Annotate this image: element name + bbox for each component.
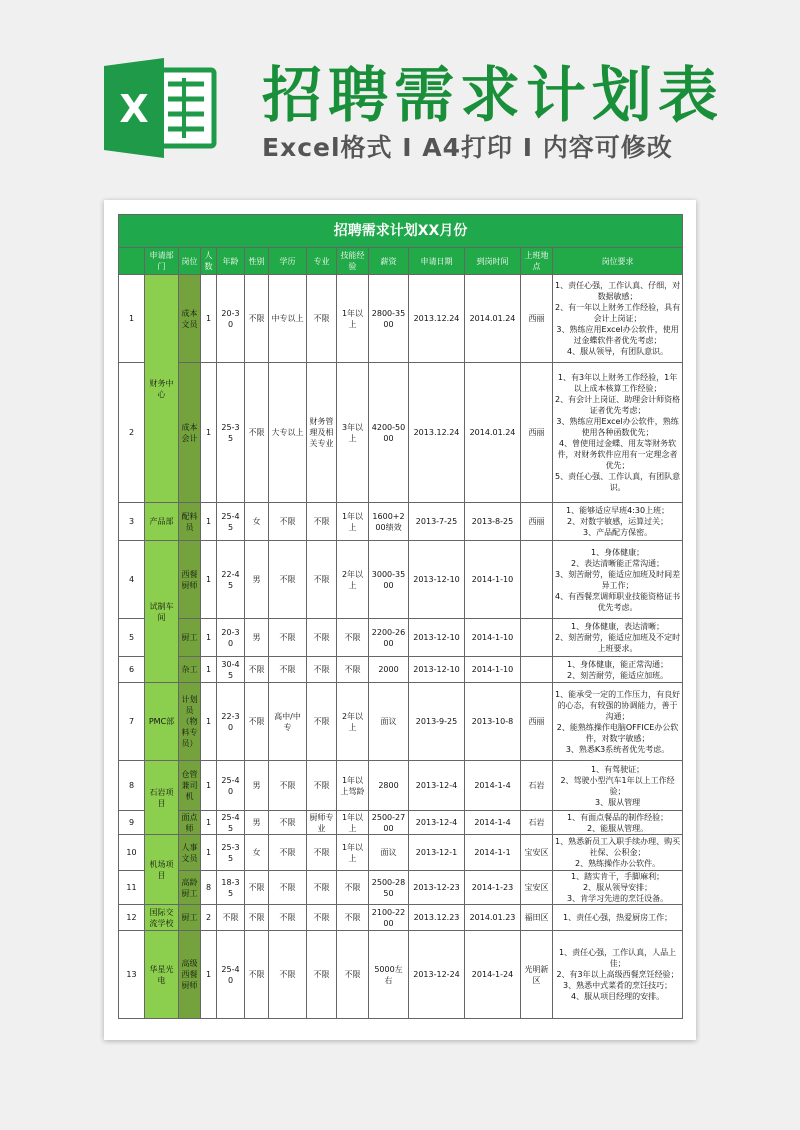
requirement-line: 1、身体健康； bbox=[591, 547, 645, 557]
department-cell: 财务中心 bbox=[145, 275, 179, 503]
location-cell bbox=[521, 619, 553, 657]
department-cell: 机场项目 bbox=[145, 835, 179, 905]
salary-cell: 面议 bbox=[369, 835, 409, 871]
age-cell: 25-40 bbox=[217, 761, 245, 811]
excel-logo-icon bbox=[102, 58, 218, 158]
recruitment-table bbox=[118, 214, 683, 1019]
skill-cell: 1年以上 bbox=[337, 811, 369, 835]
age-cell: 25-45 bbox=[217, 503, 245, 541]
location-cell: 宝安区 bbox=[521, 835, 553, 871]
edu-cell: 中专以上 bbox=[269, 275, 307, 363]
logo-letter: X bbox=[119, 87, 149, 131]
age-cell: 20-30 bbox=[217, 619, 245, 657]
requirement-line: 2、对数字敏感，运算过关； bbox=[567, 517, 669, 526]
requirement-line: 3、熟练应用Excel办公软件，使用过金蝶软件者优先考虑； bbox=[556, 325, 679, 345]
gender-cell: 不限 bbox=[245, 905, 269, 931]
location-cell: 西丽 bbox=[521, 503, 553, 541]
gender-cell: 不限 bbox=[245, 363, 269, 503]
column-header: 到岗时间 bbox=[465, 248, 521, 275]
requirement-line: 1、身体健康，表达清晰； bbox=[571, 622, 665, 631]
row-number: 4 bbox=[119, 541, 145, 619]
edu-cell: 不限 bbox=[269, 905, 307, 931]
position-cell: 高级西餐厨师 bbox=[179, 931, 201, 1019]
table-row bbox=[119, 657, 683, 683]
table-row bbox=[119, 811, 683, 835]
table-row bbox=[119, 503, 683, 541]
row-number: 11 bbox=[119, 871, 145, 905]
requirements-cell bbox=[553, 811, 683, 835]
position-cell: 人事文员 bbox=[179, 835, 201, 871]
age-cell: 30-45 bbox=[217, 657, 245, 683]
column-header: 申请部门 bbox=[145, 248, 179, 275]
requirements-cell bbox=[553, 503, 683, 541]
page-subtitle: Excel格式 I A4打印 I 内容可修改 bbox=[262, 133, 673, 162]
requirements-cell bbox=[553, 541, 683, 619]
count-cell: 8 bbox=[201, 871, 217, 905]
column-header: 性别 bbox=[245, 248, 269, 275]
position-cell: 面点师 bbox=[179, 811, 201, 835]
column-header: 技能经验 bbox=[337, 248, 369, 275]
position-cell: 高龄厨工 bbox=[179, 871, 201, 905]
requirements-cell bbox=[553, 905, 683, 931]
major-cell: 厨师专业 bbox=[307, 811, 337, 835]
row-number: 6 bbox=[119, 657, 145, 683]
location-cell: 光明新区 bbox=[521, 931, 553, 1019]
requirement-line: 4、有西餐烹调师职业技能资格证书优先考虑。 bbox=[555, 591, 681, 612]
location-cell: 宝安区 bbox=[521, 871, 553, 905]
edu-cell: 不限 bbox=[269, 541, 307, 619]
table-row bbox=[119, 931, 683, 1019]
arrive-cell: 2014-1-10 bbox=[465, 657, 521, 683]
requirement-line: 2、表达清晰能正常沟通； bbox=[571, 558, 665, 568]
requirements-cell bbox=[553, 931, 683, 1019]
salary-cell: 面议 bbox=[369, 683, 409, 761]
edu-cell: 不限 bbox=[269, 811, 307, 835]
count-cell: 1 bbox=[201, 503, 217, 541]
edu-cell: 不限 bbox=[269, 503, 307, 541]
skill-cell: 1年以上驾龄 bbox=[337, 761, 369, 811]
major-cell: 财务管理及相关专业 bbox=[307, 363, 337, 503]
skill-cell: 1年以上 bbox=[337, 835, 369, 871]
salary-cell: 3000-3500 bbox=[369, 541, 409, 619]
skill-cell: 不限 bbox=[337, 931, 369, 1019]
requirement-line: 1、责任心强，工作认真、仔细，对数据敏感； bbox=[555, 281, 681, 301]
skill-cell: 不限 bbox=[337, 657, 369, 683]
age-cell: 22-30 bbox=[217, 683, 245, 761]
table-row bbox=[119, 871, 683, 905]
arrive-cell: 2013-10-8 bbox=[465, 683, 521, 761]
skill-cell: 2年以上 bbox=[337, 683, 369, 761]
salary-cell: 2500-2850 bbox=[369, 871, 409, 905]
age-cell: 25-40 bbox=[217, 931, 245, 1019]
position-cell: 厨工 bbox=[179, 619, 201, 657]
position-cell: 杂工 bbox=[179, 657, 201, 683]
column-header: 上班地点 bbox=[521, 248, 553, 275]
major-cell: 不限 bbox=[307, 541, 337, 619]
edu-cell: 不限 bbox=[269, 835, 307, 871]
requirement-line: 2、能服从管理。 bbox=[587, 823, 649, 833]
requirements-cell bbox=[553, 619, 683, 657]
requirement-line: 3、产品配方保密。 bbox=[583, 528, 653, 537]
requirement-line: 3、刻苦耐劳，能适应加班及时间差异工作； bbox=[555, 569, 681, 590]
column-header: 申请日期 bbox=[409, 248, 465, 275]
apply-cell: 2013-12-10 bbox=[409, 657, 465, 683]
row-number: 10 bbox=[119, 835, 145, 871]
requirement-line: 4、服从领导，有团队意识。 bbox=[567, 347, 669, 356]
column-header bbox=[119, 248, 145, 275]
edu-cell: 高中/中专 bbox=[269, 683, 307, 761]
table-row bbox=[119, 619, 683, 657]
requirement-line: 4、曾使用过金蝶、用友等财务软件，对财务软件应用有一定理念者优先； bbox=[557, 439, 678, 470]
row-number: 7 bbox=[119, 683, 145, 761]
row-number: 8 bbox=[119, 761, 145, 811]
apply-cell: 2013.12.24 bbox=[409, 275, 465, 363]
salary-cell: 5000左右 bbox=[369, 931, 409, 1019]
major-cell: 不限 bbox=[307, 503, 337, 541]
row-number: 1 bbox=[119, 275, 145, 363]
edu-cell: 不限 bbox=[269, 619, 307, 657]
department-cell: PMC部 bbox=[145, 683, 179, 761]
department-cell: 华星光电 bbox=[145, 931, 179, 1019]
edu-cell: 不限 bbox=[269, 761, 307, 811]
apply-cell: 2013-12-23 bbox=[409, 871, 465, 905]
column-header: 岗位要求 bbox=[553, 248, 683, 275]
table-header-row bbox=[119, 248, 683, 275]
salary-cell: 4200-5000 bbox=[369, 363, 409, 503]
arrive-cell: 2014-1-4 bbox=[465, 761, 521, 811]
age-cell: 18-35 bbox=[217, 871, 245, 905]
edu-cell: 不限 bbox=[269, 871, 307, 905]
gender-cell: 不限 bbox=[245, 657, 269, 683]
apply-cell: 2013-12-1 bbox=[409, 835, 465, 871]
position-cell: 西餐厨师 bbox=[179, 541, 201, 619]
requirements-cell bbox=[553, 835, 683, 871]
count-cell: 1 bbox=[201, 275, 217, 363]
age-cell: 20-30 bbox=[217, 275, 245, 363]
table-row bbox=[119, 275, 683, 363]
requirements-cell bbox=[553, 871, 683, 905]
count-cell: 1 bbox=[201, 363, 217, 503]
gender-cell: 男 bbox=[245, 541, 269, 619]
table-row bbox=[119, 835, 683, 871]
position-cell: 成本文员 bbox=[179, 275, 201, 363]
requirement-line: 1、能承受一定的工作压力，有良好的心态，有较强的协调能力，善于沟通； bbox=[555, 689, 681, 721]
requirement-line: 1、有面点餐品的制作经验； bbox=[567, 812, 669, 822]
column-header: 专业 bbox=[307, 248, 337, 275]
row-number: 3 bbox=[119, 503, 145, 541]
column-header: 学历 bbox=[269, 248, 307, 275]
gender-cell: 不限 bbox=[245, 275, 269, 363]
column-header: 人数 bbox=[201, 248, 217, 275]
gender-cell: 男 bbox=[245, 619, 269, 657]
salary-cell: 1600+200绩效 bbox=[369, 503, 409, 541]
edu-cell: 不限 bbox=[269, 931, 307, 1019]
major-cell: 不限 bbox=[307, 657, 337, 683]
table-row bbox=[119, 761, 683, 811]
table-row bbox=[119, 683, 683, 761]
count-cell: 1 bbox=[201, 835, 217, 871]
requirement-line: 1、踏实肯干，手脚麻利； bbox=[571, 872, 665, 881]
count-cell: 1 bbox=[201, 657, 217, 683]
apply-cell: 2013-12-10 bbox=[409, 619, 465, 657]
requirement-line: 2、有会计上岗证、助理会计师资格证者优先考虑； bbox=[555, 395, 681, 415]
location-cell: 西丽 bbox=[521, 683, 553, 761]
salary-cell: 2000 bbox=[369, 657, 409, 683]
requirement-line: 3、服从管理 bbox=[595, 797, 641, 807]
major-cell: 不限 bbox=[307, 761, 337, 811]
apply-cell: 2013-7-25 bbox=[409, 503, 465, 541]
requirement-line: 2、有一年以上财务工作经验，具有会计上岗证； bbox=[555, 303, 681, 323]
skill-cell: 2年以上 bbox=[337, 541, 369, 619]
skill-cell: 不限 bbox=[337, 871, 369, 905]
requirement-line: 1、熟悉新员工入职手续办理、购买社保、公积金； bbox=[555, 837, 681, 857]
age-cell: 25-45 bbox=[217, 811, 245, 835]
count-cell: 1 bbox=[201, 683, 217, 761]
salary-cell: 2100-2200 bbox=[369, 905, 409, 931]
requirements-cell bbox=[553, 275, 683, 363]
requirement-line: 2、熟练操作办公软件。 bbox=[575, 859, 661, 868]
arrive-cell: 2014-1-4 bbox=[465, 811, 521, 835]
spreadsheet-sheet bbox=[104, 200, 696, 1040]
major-cell: 不限 bbox=[307, 905, 337, 931]
row-number: 5 bbox=[119, 619, 145, 657]
location-cell: 西丽 bbox=[521, 275, 553, 363]
skill-cell: 不限 bbox=[337, 619, 369, 657]
skill-cell: 1年以上 bbox=[337, 275, 369, 363]
arrive-cell: 2014.01.23 bbox=[465, 905, 521, 931]
apply-cell: 2013.12.24 bbox=[409, 363, 465, 503]
requirement-line: 2、有3年以上高级西餐烹饪经验； bbox=[556, 970, 679, 979]
count-cell: 2 bbox=[201, 905, 217, 931]
department-cell: 试制车间 bbox=[145, 541, 179, 683]
age-cell: 不限 bbox=[217, 905, 245, 931]
department-cell: 产品部 bbox=[145, 503, 179, 541]
requirements-cell bbox=[553, 761, 683, 811]
arrive-cell: 2014-1-23 bbox=[465, 871, 521, 905]
count-cell: 1 bbox=[201, 761, 217, 811]
row-number: 13 bbox=[119, 931, 145, 1019]
requirements-cell bbox=[553, 363, 683, 503]
requirements-cell bbox=[553, 683, 683, 761]
department-cell: 石岩项目 bbox=[145, 761, 179, 835]
skill-cell: 1年以上 bbox=[337, 503, 369, 541]
major-cell: 不限 bbox=[307, 931, 337, 1019]
arrive-cell: 2014-1-24 bbox=[465, 931, 521, 1019]
row-number: 9 bbox=[119, 811, 145, 835]
gender-cell: 不限 bbox=[245, 931, 269, 1019]
position-cell: 计划员（物料专员） bbox=[179, 683, 201, 761]
apply-cell: 2013-12-4 bbox=[409, 761, 465, 811]
arrive-cell: 2014-1-10 bbox=[465, 541, 521, 619]
position-cell: 厨工 bbox=[179, 905, 201, 931]
major-cell: 不限 bbox=[307, 275, 337, 363]
salary-cell: 2800-3500 bbox=[369, 275, 409, 363]
requirement-line: 1、有3年以上财务工作经验，1年以上成本核算工作经验； bbox=[557, 373, 678, 393]
requirement-line: 1、有驾驶证； bbox=[591, 764, 645, 774]
requirement-line: 3、熟悉K3系统者优先考虑。 bbox=[565, 744, 670, 754]
apply-cell: 2013.12.23 bbox=[409, 905, 465, 931]
gender-cell: 不限 bbox=[245, 683, 269, 761]
salary-cell: 2200-2600 bbox=[369, 619, 409, 657]
location-cell bbox=[521, 541, 553, 619]
major-cell: 不限 bbox=[307, 619, 337, 657]
gender-cell: 男 bbox=[245, 811, 269, 835]
count-cell: 1 bbox=[201, 931, 217, 1019]
apply-cell: 2013-12-4 bbox=[409, 811, 465, 835]
edu-cell: 不限 bbox=[269, 657, 307, 683]
location-cell: 西丽 bbox=[521, 363, 553, 503]
requirement-line: 1、责任心强，工作认真，人品上佳； bbox=[559, 948, 677, 968]
arrive-cell: 2014.01.24 bbox=[465, 275, 521, 363]
position-cell: 配料员 bbox=[179, 503, 201, 541]
age-cell: 25-35 bbox=[217, 835, 245, 871]
gender-cell: 不限 bbox=[245, 871, 269, 905]
count-cell: 1 bbox=[201, 811, 217, 835]
column-header: 薪资 bbox=[369, 248, 409, 275]
department-cell: 国际交流学校 bbox=[145, 905, 179, 931]
location-cell: 石岩 bbox=[521, 761, 553, 811]
column-header: 岗位 bbox=[179, 248, 201, 275]
arrive-cell: 2014-1-10 bbox=[465, 619, 521, 657]
requirement-line: 1、能够适应早班4:30上班； bbox=[566, 506, 670, 515]
edu-cell: 大专以上 bbox=[269, 363, 307, 503]
location-cell: 福田区 bbox=[521, 905, 553, 931]
requirement-line: 3、肯学习先进的烹饪设备。 bbox=[567, 894, 669, 903]
table-row bbox=[119, 905, 683, 931]
table-body bbox=[119, 275, 683, 1019]
count-cell: 1 bbox=[201, 541, 217, 619]
location-cell: 石岩 bbox=[521, 811, 553, 835]
requirements-cell bbox=[553, 657, 683, 683]
apply-cell: 2013-9-25 bbox=[409, 683, 465, 761]
count-cell: 1 bbox=[201, 619, 217, 657]
requirement-line: 1、责任心强，热爱厨房工作； bbox=[563, 913, 673, 922]
requirement-line: 4、服从项目经理的安排。 bbox=[571, 992, 665, 1001]
requirement-line: 2、能熟练操作电脑OFFICE办公软件，对数字敏感； bbox=[556, 722, 679, 743]
requirement-line: 3、熟悉中式菜肴的烹饪技巧； bbox=[563, 981, 673, 990]
major-cell: 不限 bbox=[307, 871, 337, 905]
row-number: 12 bbox=[119, 905, 145, 931]
table-title: 招聘需求计划XX月份 bbox=[119, 215, 683, 248]
apply-cell: 2013-12-10 bbox=[409, 541, 465, 619]
requirement-line: 2、驾驶小型汽车1年以上工作经验； bbox=[560, 775, 675, 796]
age-cell: 22-45 bbox=[217, 541, 245, 619]
age-cell: 25-35 bbox=[217, 363, 245, 503]
requirement-line: 2、刻苦耐劳，能适应加班及不定时上班要求。 bbox=[555, 633, 681, 653]
page-title: 招聘需求计划表 bbox=[262, 61, 724, 131]
arrive-cell: 2014-1-1 bbox=[465, 835, 521, 871]
position-cell: 仓管兼司机 bbox=[179, 761, 201, 811]
arrive-cell: 2013-8-25 bbox=[465, 503, 521, 541]
major-cell: 不限 bbox=[307, 683, 337, 761]
requirement-line: 2、服从领导安排； bbox=[583, 883, 653, 892]
table-row bbox=[119, 541, 683, 619]
table-row bbox=[119, 363, 683, 503]
gender-cell: 女 bbox=[245, 835, 269, 871]
salary-cell: 2800 bbox=[369, 761, 409, 811]
position-cell: 成本会计 bbox=[179, 363, 201, 503]
column-header: 年龄 bbox=[217, 248, 245, 275]
apply-cell: 2013-12-24 bbox=[409, 931, 465, 1019]
requirement-line: 3、熟练应用Excel办公软件，熟练使用各种函数优先； bbox=[556, 417, 679, 437]
skill-cell: 不限 bbox=[337, 905, 369, 931]
location-cell bbox=[521, 657, 553, 683]
major-cell: 不限 bbox=[307, 835, 337, 871]
page-header bbox=[0, 0, 800, 190]
requirement-line: 5、责任心强、工作认真，有团队意识。 bbox=[555, 472, 681, 492]
requirement-line: 2、刻苦耐劳，能适应加班。 bbox=[567, 670, 669, 680]
gender-cell: 女 bbox=[245, 503, 269, 541]
skill-cell: 3年以上 bbox=[337, 363, 369, 503]
row-number: 2 bbox=[119, 363, 145, 503]
arrive-cell: 2014.01.24 bbox=[465, 363, 521, 503]
salary-cell: 2500-2700 bbox=[369, 811, 409, 835]
requirement-line: 1、身体健康，能正常沟通； bbox=[567, 659, 669, 669]
gender-cell: 男 bbox=[245, 761, 269, 811]
